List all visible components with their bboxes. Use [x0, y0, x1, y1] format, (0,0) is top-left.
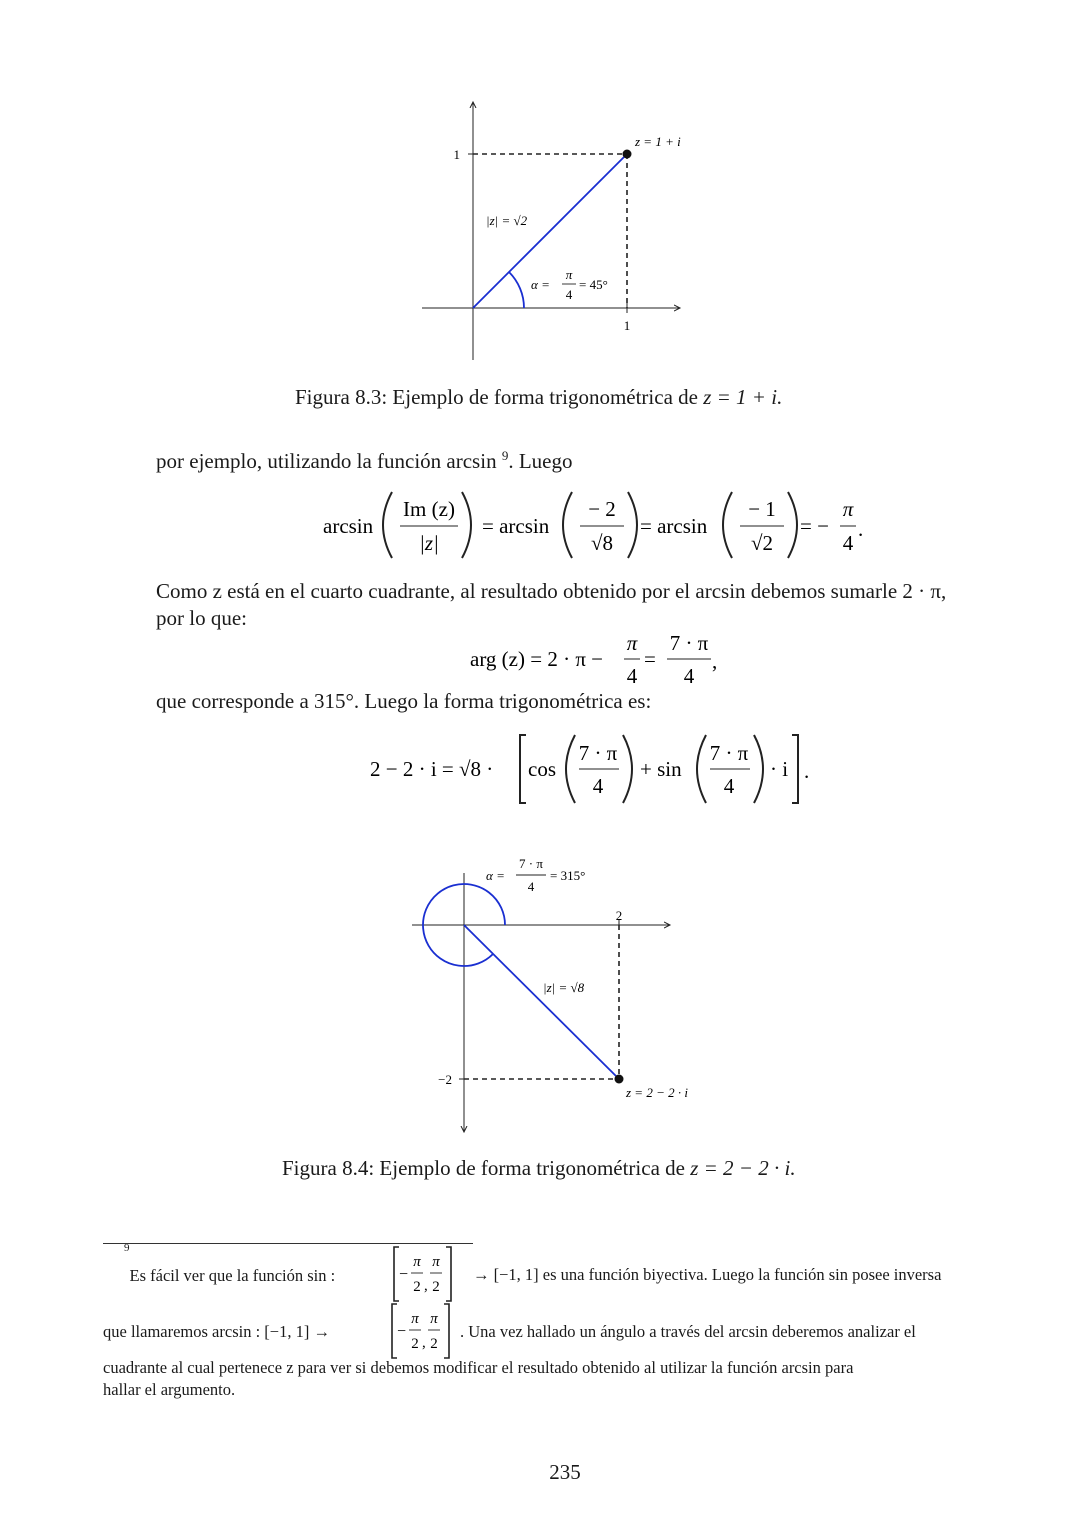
- svg-text:,: ,: [712, 649, 718, 673]
- figure-8-3-caption: Figura 8.3: Ejemplo de forma trigonométrica de z = 1 + i.: [295, 385, 783, 409]
- paragraph-cuadrante: Como z está en el cuarto cuadrante, al resultado obtenido por el arcsin debemos sumarle 2 · π,: [156, 579, 947, 603]
- angle-degrees: = 45°: [579, 277, 608, 292]
- footnote-line-4: hallar el argumento.: [103, 1380, 236, 1399]
- svg-text:Im (z): Im (z): [403, 497, 455, 521]
- svg-text:+ sin: + sin: [640, 757, 682, 781]
- svg-text:arg (z) = 2 · π −: arg (z) = 2 · π −: [470, 647, 604, 671]
- svg-text:,: ,: [422, 1335, 426, 1351]
- footnote-line-2-cont: . Una vez hallado un ángulo a través del arcsin deberemos analizar el: [460, 1322, 916, 1341]
- svg-text:π: π: [842, 497, 854, 521]
- footnote-line-3: cuadrante al cual pertenece z para ver si debemos modificar el resultado obtenido al utilizar la función arcsin para: [103, 1358, 854, 1377]
- svg-text:2: 2: [413, 1279, 421, 1295]
- angle-denominator: 4: [527, 879, 535, 894]
- svg-text:π: π: [411, 1311, 419, 1327]
- svg-text:π: π: [626, 631, 638, 655]
- svg-text:−: −: [399, 1266, 409, 1283]
- svg-text:− 1: − 1: [748, 497, 776, 521]
- y-tick-label: −2: [438, 1072, 452, 1087]
- figure-8-4-caption: Figura 8.4: Ejemplo de forma trigonométrica de z = 2 − 2 · i.: [282, 1156, 796, 1180]
- x-tick-label: 1: [623, 318, 631, 333]
- svg-text:=: =: [644, 647, 656, 671]
- svg-text:4: 4: [626, 664, 638, 688]
- svg-text:= arcsin: = arcsin: [482, 514, 550, 538]
- footnote-interval-2: [388, 1302, 462, 1360]
- angle-alpha-label: α =: [486, 868, 505, 883]
- svg-text:4: 4: [842, 531, 854, 555]
- svg-text:7 · π: 7 · π: [578, 741, 618, 765]
- svg-text:2: 2: [432, 1279, 440, 1295]
- equation-arg: [460, 628, 740, 688]
- svg-text:4: 4: [723, 774, 735, 798]
- y-tick-label: 1: [453, 147, 460, 162]
- page-number: 235: [549, 1460, 581, 1484]
- svg-text:− 2: − 2: [588, 497, 616, 521]
- svg-text:,: ,: [424, 1278, 428, 1294]
- angle-numerator: π: [565, 267, 573, 282]
- point-z: [623, 150, 632, 159]
- svg-text:4: 4: [683, 664, 695, 688]
- svg-text:−: −: [397, 1323, 407, 1340]
- angle-arc: [509, 272, 524, 308]
- svg-text:7 · π: 7 · π: [709, 741, 749, 765]
- svg-text:π: π: [432, 1254, 440, 1270]
- modulus-label: |z| = √8: [543, 980, 585, 995]
- angle-denominator: 4: [565, 287, 573, 302]
- svg-text:· i: · i: [770, 757, 789, 781]
- paragraph-arcsin-intro: por ejemplo, utilizando la función arcsin $^9$. Luego: [156, 448, 573, 473]
- svg-text:√2: √2: [750, 531, 774, 555]
- paragraph-cuadrante-cont: por lo que:: [156, 606, 247, 630]
- svg-text:√8: √8: [590, 531, 614, 555]
- svg-text:arcsin: arcsin: [323, 514, 374, 538]
- footnote-line-2: que llamaremos arcsin : [−1, 1] →: [103, 1322, 330, 1341]
- point-label: z = 2 − 2 · i: [626, 1085, 688, 1100]
- x-tick-label: 2: [615, 908, 623, 923]
- footnote-interval-1: [390, 1245, 464, 1303]
- point-label: z = 1 + i: [635, 134, 681, 149]
- point-z: [615, 1075, 624, 1084]
- angle-degrees: = 315°: [550, 868, 586, 883]
- svg-text:4: 4: [592, 774, 604, 798]
- footnote-rule: [103, 1243, 473, 1244]
- svg-text:π: π: [413, 1254, 421, 1270]
- svg-text:2: 2: [411, 1336, 419, 1352]
- angle-alpha-label: α =: [531, 277, 550, 292]
- footnote-line-1: $^9$Es fácil ver que la función sin :: [124, 1242, 336, 1285]
- modulus-label: |z| = √2: [486, 213, 528, 228]
- svg-text:.: .: [858, 517, 864, 541]
- svg-text:π: π: [430, 1311, 438, 1327]
- svg-text:= −: = −: [800, 514, 829, 538]
- modulus-vector: [464, 925, 619, 1079]
- svg-text:2 − 2 · i = √8 ·: 2 − 2 · i = √8 ·: [370, 757, 494, 781]
- svg-text:2: 2: [430, 1336, 438, 1352]
- footnote-line-1-cont: → [−1, 1] es una función biyectiva. Luego la función sin posee inversa: [473, 1265, 942, 1284]
- equation-arcsin: [300, 488, 880, 563]
- svg-text:.: .: [804, 759, 810, 783]
- angle-numerator: 7 · π: [519, 856, 543, 871]
- figure-8-4-diagram: [0, 840, 1080, 1140]
- figure-8-3-diagram: [0, 0, 1080, 380]
- svg-text:= arcsin: = arcsin: [640, 514, 708, 538]
- equation-trig-form: [360, 730, 820, 810]
- svg-text:cos: cos: [528, 757, 556, 781]
- svg-text:|z|: |z|: [419, 531, 439, 555]
- paragraph-315: que corresponde a 315°. Luego la forma trigonométrica es:: [156, 689, 652, 713]
- svg-text:7 · π: 7 · π: [669, 631, 709, 655]
